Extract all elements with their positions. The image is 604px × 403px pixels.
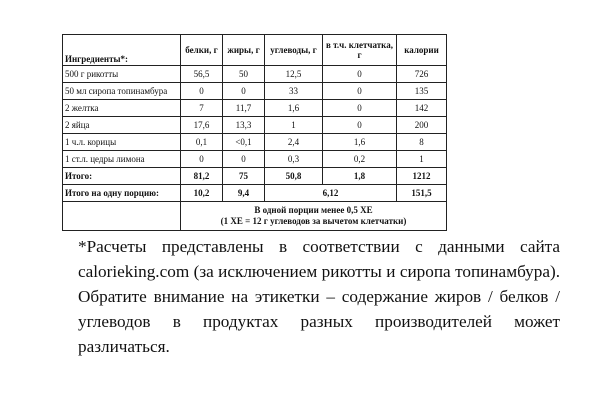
footnote-paragraph: *Расчеты представлены в соответствии с данными сайта calorieking.com (за исключением рикотты и сиропа топинамбура). Обратите внимание на этикетки – содержание жиров / белков / углеводов в продуктах разных производителей может различаться. xyxy=(78,237,560,356)
carbs-value: 1 xyxy=(265,117,323,134)
header-carbs: углеводы, г xyxy=(265,35,323,66)
note-line-2: (1 ХЕ = 12 г углеводов за вычетом клетчатки) xyxy=(220,216,407,226)
fiber-value: 0 xyxy=(323,66,397,83)
note-line-1: В одной порции менее 0,5 ХЕ xyxy=(254,205,373,215)
fat-value: 50 xyxy=(223,66,265,83)
total-kcal: 1212 xyxy=(397,168,447,185)
fiber-value: 1,6 xyxy=(323,134,397,151)
fat-value: 11,7 xyxy=(223,100,265,117)
fat-value: 13,3 xyxy=(223,117,265,134)
table-row xyxy=(63,134,447,151)
total-label: Итого: xyxy=(63,168,181,185)
ingredient-name: 2 яйца xyxy=(63,117,181,134)
table-row xyxy=(63,100,447,117)
protein-value: 0,1 xyxy=(181,134,223,151)
kcal-value: 1 xyxy=(397,151,447,168)
fat-value: 0 xyxy=(223,151,265,168)
carbs-value: 33 xyxy=(265,83,323,100)
kcal-value: 142 xyxy=(397,100,447,117)
ingredient-name: 50 мл сиропа топинамбура xyxy=(63,83,181,100)
ingredient-name: 500 г рикотты xyxy=(63,66,181,83)
header-ingredients: Ингредиенты*: xyxy=(63,35,181,66)
fiber-value: 0 xyxy=(323,117,397,134)
per-portion-kcal: 151,5 xyxy=(397,185,447,202)
carbs-value: 2,4 xyxy=(265,134,323,151)
fat-value: 0 xyxy=(223,83,265,100)
table-row xyxy=(63,83,447,100)
per-portion-label: Итого на одну порцию: xyxy=(63,185,181,202)
bread-unit-note xyxy=(181,202,447,231)
fat-value: <0,1 xyxy=(223,134,265,151)
table-row xyxy=(63,66,447,83)
total-carbs: 50,8 xyxy=(265,168,323,185)
kcal-value: 8 xyxy=(397,134,447,151)
total-fiber: 1,8 xyxy=(323,168,397,185)
kcal-value: 726 xyxy=(397,66,447,83)
header-protein: белки, г xyxy=(181,35,223,66)
kcal-value: 135 xyxy=(397,83,447,100)
per-portion-fat: 9,4 xyxy=(223,185,265,202)
nutrition-table xyxy=(62,34,447,231)
protein-value: 56,5 xyxy=(181,66,223,83)
protein-value: 17,6 xyxy=(181,117,223,134)
carbs-value: 0,3 xyxy=(265,151,323,168)
per-portion-row xyxy=(63,185,447,202)
total-fat: 75 xyxy=(223,168,265,185)
ingredient-name: 1 ч.л. корицы xyxy=(63,134,181,151)
fiber-value: 0 xyxy=(323,100,397,117)
header-kcal: калории xyxy=(397,35,447,66)
total-protein: 81,2 xyxy=(181,168,223,185)
fiber-value: 0,2 xyxy=(323,151,397,168)
protein-value: 7 xyxy=(181,100,223,117)
total-row xyxy=(63,168,447,185)
kcal-value: 200 xyxy=(397,117,447,134)
note-row xyxy=(63,202,447,231)
carbs-value: 12,5 xyxy=(265,66,323,83)
header-fiber: в т.ч. клетчатка, г xyxy=(323,35,397,66)
fiber-value: 0 xyxy=(323,83,397,100)
header-fat: жиры, г xyxy=(223,35,265,66)
table-row xyxy=(63,151,447,168)
carbs-value: 1,6 xyxy=(265,100,323,117)
note-empty-cell xyxy=(63,202,181,231)
table-header-row xyxy=(63,35,447,66)
protein-value: 0 xyxy=(181,151,223,168)
table-row xyxy=(63,117,447,134)
ingredient-name: 2 желтка xyxy=(63,100,181,117)
per-portion-protein: 10,2 xyxy=(181,185,223,202)
protein-value: 0 xyxy=(181,83,223,100)
per-portion-net-carbs: 6,12 xyxy=(265,185,397,202)
ingredient-name: 1 ст.л. цедры лимона xyxy=(63,151,181,168)
